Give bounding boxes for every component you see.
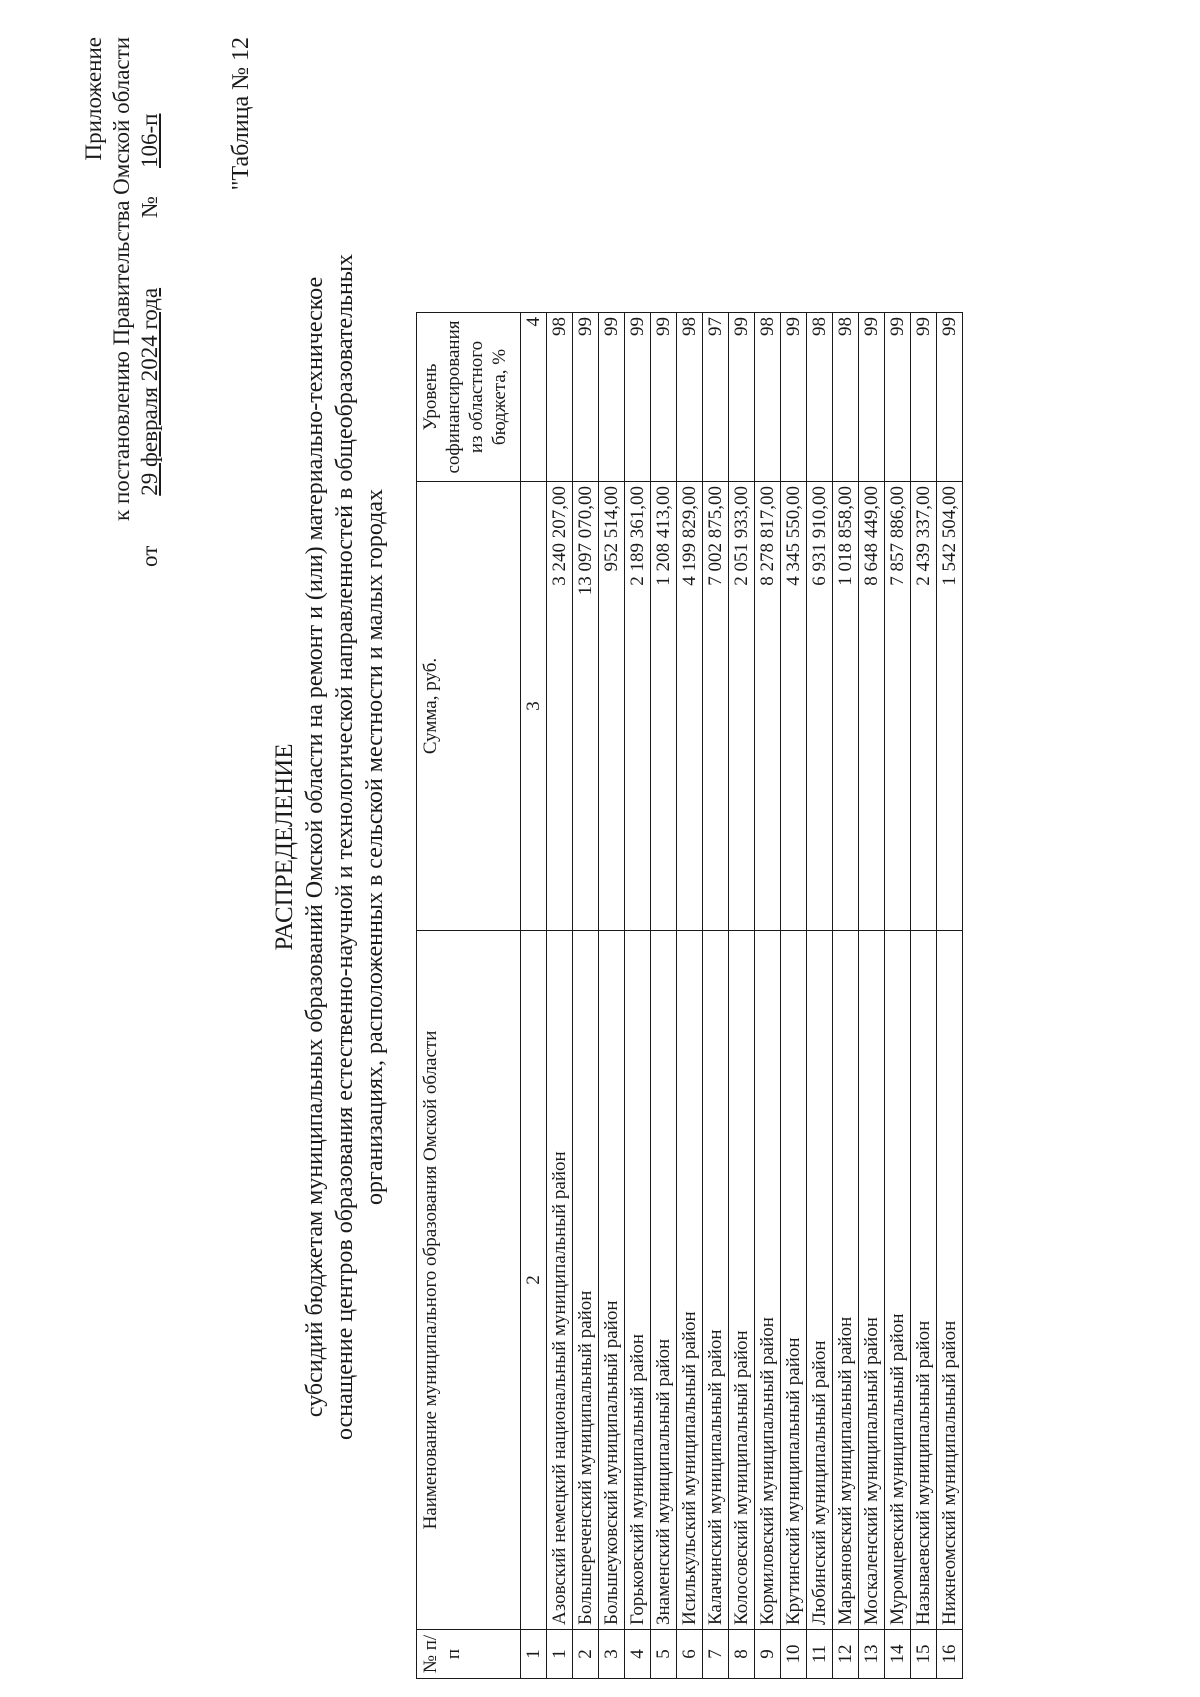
amount-cell: 1 208 413,00 <box>651 482 677 931</box>
row-number-cell: 7 <box>703 1630 729 1679</box>
municipality-name-cell: Нижнеомский муниципальный район <box>937 931 963 1630</box>
distribution-table <box>416 312 963 1679</box>
amount-cell: 8 278 817,00 <box>755 482 781 931</box>
row-number-cell: 6 <box>677 1630 703 1679</box>
number-value: 106-п <box>137 113 162 168</box>
amount-cell: 2 051 933,00 <box>729 482 755 931</box>
table-number-label: "Таблица № 12 <box>228 37 254 191</box>
municipality-name-cell: Исилькульский муниципальный район <box>677 931 703 1630</box>
amount-cell: 6 931 910,00 <box>807 482 833 931</box>
row-number-cell: 4 <box>625 1630 651 1679</box>
cofinancing-cell: 98 <box>807 313 833 482</box>
municipality-name-cell: Азовский немецкий национальный муниципальный район <box>547 931 573 1630</box>
cofinancing-cell: 99 <box>911 313 937 482</box>
cofinancing-cell: 99 <box>573 313 599 482</box>
header-cell-number: № п/п <box>417 1630 521 1679</box>
cofinancing-cell: 99 <box>625 313 651 482</box>
table-header-row <box>417 313 521 1679</box>
row-number-cell: 11 <box>807 1630 833 1679</box>
amount-cell: 7 002 875,00 <box>703 482 729 931</box>
table-row <box>885 313 911 1679</box>
amount-cell: 4 345 550,00 <box>781 482 807 931</box>
row-number-cell: 2 <box>573 1630 599 1679</box>
column-number-cell: 4 <box>521 313 547 482</box>
title-line-2: оснащение центров образования естественно-научной и технологической направленностей в общеобразовательных <box>332 254 358 1440</box>
municipality-name-cell: Калачинский муниципальный район <box>703 931 729 1630</box>
table-row <box>651 313 677 1679</box>
column-number-row <box>521 313 547 1679</box>
table-row <box>833 313 859 1679</box>
header-cell-amount: Сумма, руб. <box>417 482 521 931</box>
header-appendix-label: Приложение <box>81 37 106 161</box>
municipality-name-cell: Муромцевский муниципальный район <box>885 931 911 1630</box>
cofinancing-cell: 99 <box>729 313 755 482</box>
row-number-cell: 8 <box>729 1630 755 1679</box>
amount-cell: 4 199 829,00 <box>677 482 703 931</box>
municipality-name-cell: Любинский муниципальный район <box>807 931 833 1630</box>
header-resolution-label: к постановлению Правительства Омской области <box>109 37 134 521</box>
approval-header <box>80 37 164 567</box>
table-row <box>625 313 651 1679</box>
table-row <box>807 313 833 1679</box>
cofinancing-cell: 98 <box>833 313 859 482</box>
document-title: РАСПРЕДЕЛЕНИЕ <box>271 743 298 951</box>
municipality-name-cell: Знаменский муниципальный район <box>651 931 677 1630</box>
cofinancing-cell: 97 <box>703 313 729 482</box>
row-number-cell: 16 <box>937 1630 963 1679</box>
cofinancing-cell: 99 <box>651 313 677 482</box>
amount-cell: 952 514,00 <box>599 482 625 931</box>
cofinancing-cell: 99 <box>937 313 963 482</box>
row-number-cell: 9 <box>755 1630 781 1679</box>
municipality-name-cell: Большеуковский муниципальный район <box>599 931 625 1630</box>
header-cell-municipality: Наименование муниципального образования Омской области <box>417 931 521 1630</box>
amount-cell: 8 648 449,00 <box>859 482 885 931</box>
municipality-name-cell: Колосовский муниципальный район <box>729 931 755 1630</box>
column-number-cell: 3 <box>521 482 547 931</box>
column-number-cell: 1 <box>521 1630 547 1679</box>
table-row <box>547 313 573 1679</box>
amount-cell: 1 018 858,00 <box>833 482 859 931</box>
amount-cell: 3 240 207,00 <box>547 482 573 931</box>
number-prefix: № <box>137 195 162 218</box>
table-row <box>937 313 963 1679</box>
cofinancing-cell: 99 <box>781 313 807 482</box>
header-cell-cofinancing: Уровень софинансирования из областного бюджета, % <box>417 313 521 482</box>
cofinancing-cell: 99 <box>885 313 911 482</box>
table-row <box>755 313 781 1679</box>
cofinancing-cell: 99 <box>859 313 885 482</box>
amount-cell: 2 439 337,00 <box>911 482 937 931</box>
row-number-cell: 3 <box>599 1630 625 1679</box>
municipality-name-cell: Москаленский муниципальный район <box>859 931 885 1630</box>
table-row <box>911 313 937 1679</box>
table-row <box>573 313 599 1679</box>
row-number-cell: 1 <box>547 1630 573 1679</box>
row-number-cell: 5 <box>651 1630 677 1679</box>
amount-cell: 7 857 886,00 <box>885 482 911 931</box>
row-number-cell: 15 <box>911 1630 937 1679</box>
row-number-cell: 14 <box>885 1630 911 1679</box>
table-row <box>703 313 729 1679</box>
date-prefix: от <box>137 545 162 567</box>
table-row <box>781 313 807 1679</box>
header-date-line <box>136 37 164 567</box>
table-row <box>677 313 703 1679</box>
table-row <box>599 313 625 1679</box>
row-number-cell: 12 <box>833 1630 859 1679</box>
table-row <box>729 313 755 1679</box>
amount-cell: 1 542 504,00 <box>937 482 963 931</box>
municipality-name-cell: Марьяновский муниципальный район <box>833 931 859 1630</box>
amount-cell: 13 097 070,00 <box>573 482 599 931</box>
municipality-name-cell: Горьковский муниципальный район <box>625 931 651 1630</box>
title-line-3: организациях, расположенных в сельской местности и малых городах <box>362 488 388 1206</box>
table-row <box>859 313 885 1679</box>
column-number-cell: 2 <box>521 931 547 1630</box>
amount-cell: 2 189 361,00 <box>625 482 651 931</box>
municipality-name-cell: Крутинский муниципальный район <box>781 931 807 1630</box>
cofinancing-cell: 98 <box>755 313 781 482</box>
municipality-name-cell: Большереченский муниципальный район <box>573 931 599 1630</box>
cofinancing-cell: 99 <box>599 313 625 482</box>
municipality-name-cell: Кормиловский муниципальный район <box>755 931 781 1630</box>
municipality-name-cell: Называевский муниципальный район <box>911 931 937 1630</box>
document-title-block <box>270 197 390 1497</box>
cofinancing-cell: 98 <box>677 313 703 482</box>
row-number-cell: 10 <box>781 1630 807 1679</box>
title-line-1: субсидий бюджетам муниципальных образований Омской области на ремонт и (или) материально-техническое <box>302 276 328 1418</box>
row-number-cell: 13 <box>859 1630 885 1679</box>
cofinancing-cell: 98 <box>547 313 573 482</box>
date-value: 29 февраля 2024 года <box>137 287 162 496</box>
